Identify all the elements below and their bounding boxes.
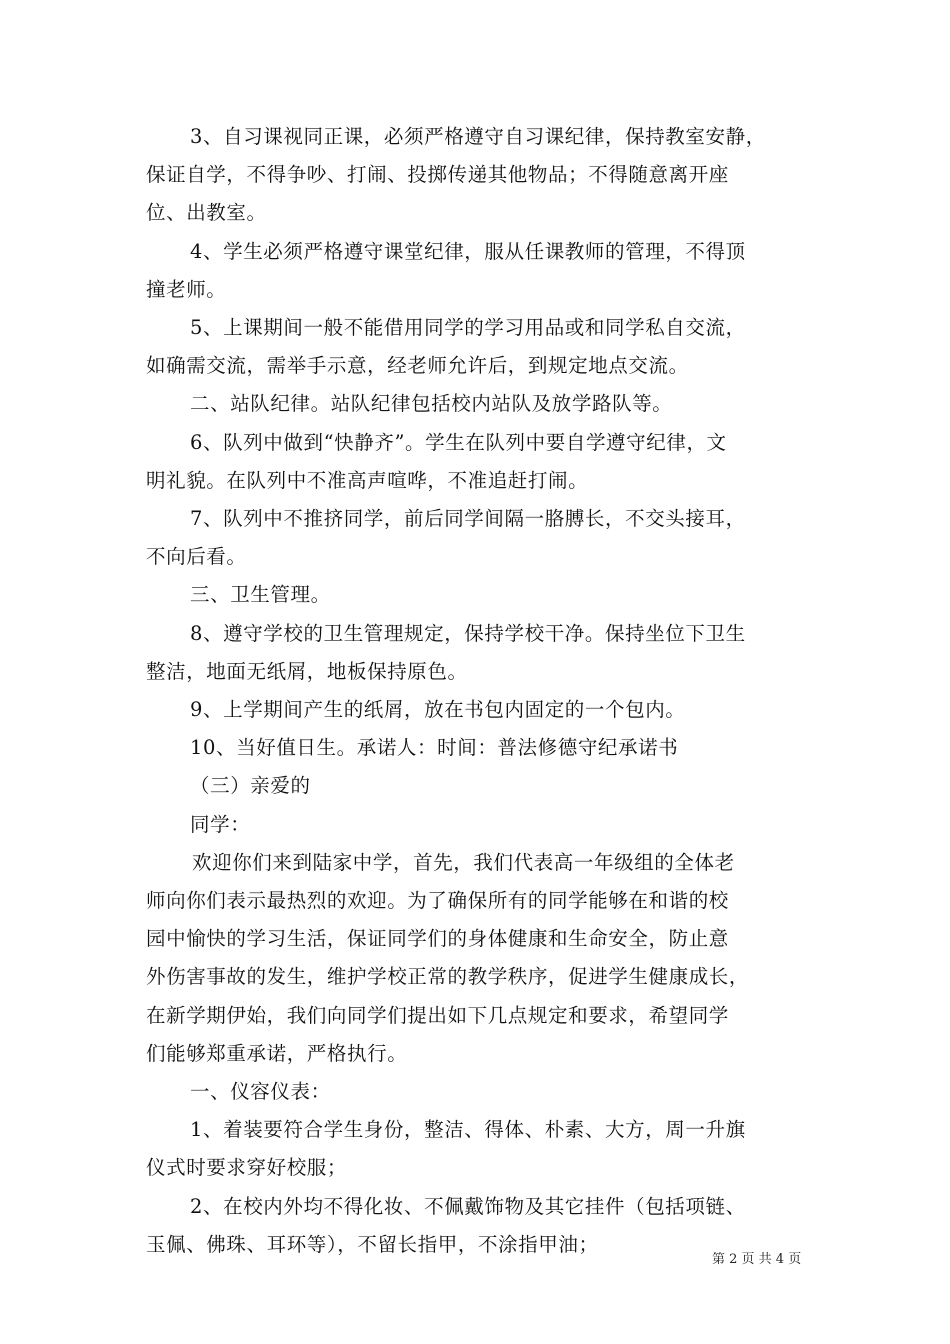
page-number: 第 2 页 共 4 页 (712, 1252, 802, 1267)
text-line: 10、当好值日生。承诺人：时间：普法修德守纪承诺书 (190, 736, 679, 760)
text-line: 园中愉快的学习生活，保证同学们的身体健康和生命安全，防止意 (146, 927, 729, 951)
text-line: 9、上学期间产生的纸屑，放在书包内固定的一个包内。 (190, 698, 686, 722)
text-line: 仪式时要求穿好校服； (146, 1156, 348, 1180)
text-line: 如确需交流，需举手示意，经老师允许后，到规定地点交流。 (146, 354, 689, 378)
document-body (146, 118, 810, 1264)
text-line: 1、着装要符合学生身份，整洁、得体、朴素、大方，周一升旗 (190, 1118, 746, 1142)
text-line: 二、站队纪律。站队纪律包括校内站队及放学路队等。 (190, 392, 673, 416)
text-line: 一、仪容仪表： (190, 1080, 331, 1104)
text-line: 整洁，地面无纸屑，地板保持原色。 (146, 659, 468, 683)
text-line: 三、卫生管理。 (190, 583, 331, 607)
text-line: 4、学生必须严格遵守课堂纪律，服从任课教师的管理，不得顶 (190, 239, 746, 263)
text-line: 玉佩、佛珠、耳环等），不留长指甲，不涂指甲油； (146, 1232, 599, 1256)
text-line: 5、上课期间一般不能借用同学的学习用品或和同学私自交流， (190, 316, 746, 340)
text-line: 师向你们表示最热烈的欢迎。为了确保所有的同学能够在和谐的校 (146, 889, 729, 913)
text-line: 6、队列中做到“快静齐”。学生在队列中要自学遵守纪律，文 (190, 430, 727, 454)
text-line: 在新学期伊始，我们向同学们提出如下几点规定和要求，希望同学 (146, 1003, 729, 1027)
text-line: 同学： (190, 812, 251, 836)
text-line: 7、队列中不推挤同学，前后同学间隔一胳膊长，不交头接耳， (190, 507, 746, 531)
text-line: （三）亲爱的 (190, 774, 311, 798)
text-line: 不向后看。 (146, 545, 247, 569)
text-line: 保证自学，不得争吵、打闹、投掷传递其他物品；不得随意离开座 (146, 163, 729, 187)
text-line: 3、自习课视同正课，必须严格遵守自习课纪律，保持教室安静， (190, 125, 766, 148)
text-line: 撞老师。 (146, 277, 227, 301)
text-line: 们能够郑重承诺，严格执行。 (146, 1041, 408, 1065)
text-line: 8、遵守学校的卫生管理规定，保持学校干净。保持坐位下卫生 (190, 621, 746, 645)
text-line: 2、在校内外均不得化妆、不佩戴饰物及其它挂件（包括项链、 (190, 1194, 746, 1218)
text-line: 欢迎你们来到陆家中学，首先，我们代表高一年级组的全体老 (192, 850, 735, 874)
text-line: 位、出教室。 (146, 201, 267, 225)
text-line: 外伤害事故的发生，维护学校正常的教学秩序，促进学生健康成长， (146, 965, 750, 989)
text-line: 明礼貌。在队列中不准高声喧哗，不准追赶打闹。 (146, 468, 589, 492)
